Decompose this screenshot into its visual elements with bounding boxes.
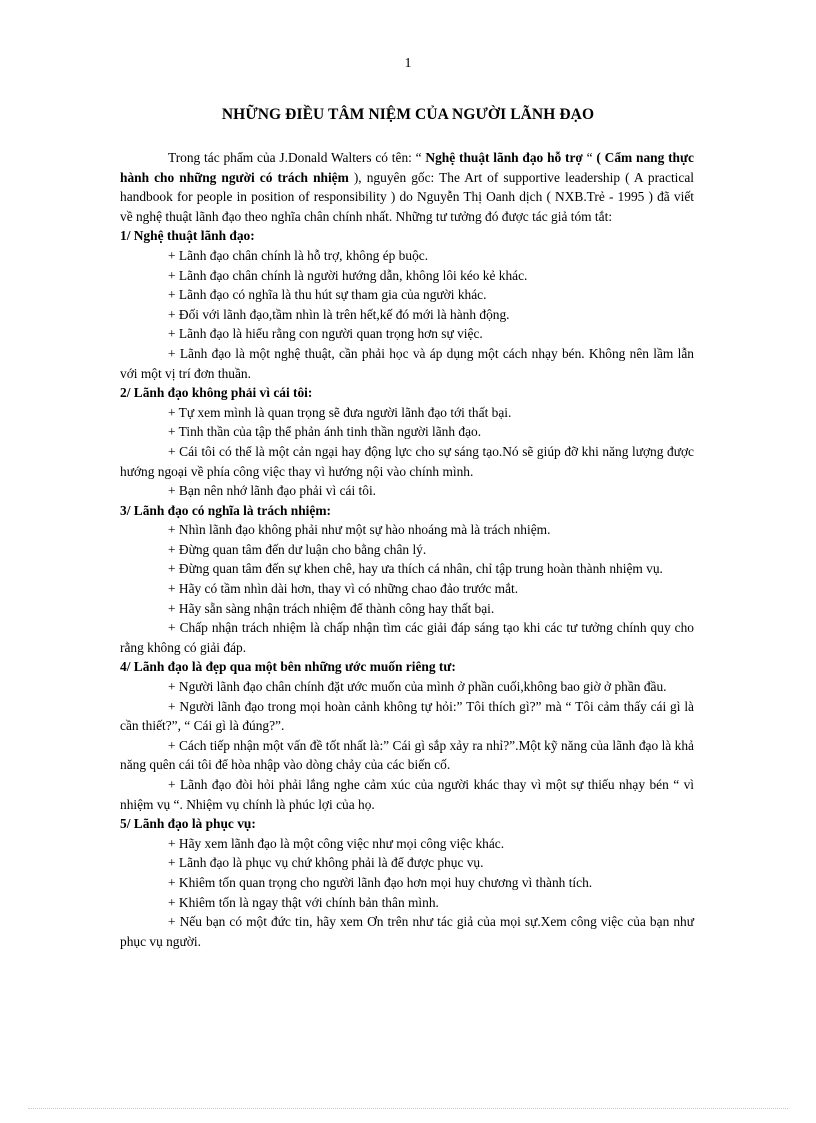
bullet-item: + Đối với lãnh đạo,tầm nhìn là trên hết,kế đó mới là hành động. (168, 306, 510, 322)
section-heading: 1/ Nghệ thuật lãnh đạo: (120, 228, 255, 244)
page-number: 1 (404, 56, 412, 71)
intro-text-3: ), nguyên gốc: The Art of supportive leadership ( A practical handbook for people in position of responsibility ) do Nguyễn Thị Oanh dịch ( NXB.Trẻ - 1995 ) đã viết về nghệ thuật lãnh đạo theo nghĩa chân chính nhất. Những tư tưởng đó được tác giả tóm tắt: (120, 169, 694, 224)
section-5 (120, 814, 694, 951)
section-3 (120, 501, 694, 658)
bullet-item: + Lãnh đạo là hiểu rằng con người quan trọng hơn sự việc. (168, 326, 483, 342)
bullet-item: + Chấp nhận trách nhiệm là chấp nhận tìm các giải đáp sáng tạo khi các tư tưởng chính quy cho rằng không có giải đáp. (120, 620, 694, 655)
section-4 (120, 657, 694, 814)
intro-text-1: Trong tác phẩm của J.Donald Walters có tên: “ (168, 150, 426, 165)
section-heading: 5/ Lãnh đạo là phục vụ: (120, 816, 256, 832)
bullet-item: + Khiêm tốn là ngay thật với chính bản thân mình. (168, 894, 439, 910)
sections-container (120, 226, 694, 951)
bullet-item: + Đừng quan tâm đến sự khen chê, hay ưa thích cá nhân, chỉ tập trung hoàn thành nhiệm vụ. (168, 561, 663, 577)
bullet-item: + Bạn nên nhớ lãnh đạo phải vì cái tôi. (168, 483, 377, 499)
section-heading: 3/ Lãnh đạo có nghĩa là trách nhiệm: (120, 502, 331, 518)
bullet-item: + Người lãnh đạo chân chính đặt ước muốn của mình ở phần cuối,không bao giờ ở phần đầu. (168, 679, 667, 695)
bullet-item: + Đừng quan tâm đến dư luận cho bằng chân lý. (168, 541, 427, 557)
bullet-item: + Hãy có tầm nhìn dài hơn, thay vì có những chao đảo trước mắt. (168, 581, 519, 597)
bullet-item: + Người lãnh đạo trong mọi hoàn cảnh không tự hỏi:” Tôi thích gì?” mà “ Tôi cảm thấy cái gì là cần thiết?”, “ Cái gì là đúng?”. (120, 698, 694, 734)
bullet-item: + Lãnh đạo là một nghệ thuật, cần phải học và áp dụng một cách nhạy bén. Không nên lầm lẫn với một vị trí đơn thuần. (120, 345, 694, 381)
section-heading: 4/ Lãnh đạo là đẹp qua một bên những ước muốn riêng tư: (120, 659, 456, 675)
bullet-item: + Hãy sẵn sàng nhận trách nhiệm để thành công hay thất bại. (168, 600, 495, 616)
bullet-item: + Cách tiếp nhận một vấn đề tốt nhất là:” Cái gì sắp xảy ra nhỉ?”.Một kỹ năng của lãnh đạo là khả năng quên cái tôi để hòa nhập vào dòng chảy của các biến cố. (120, 737, 694, 773)
section-2 (120, 383, 694, 501)
document-body (120, 148, 694, 951)
bullet-item: + Hãy xem lãnh đạo là một công việc như mọi công việc khác. (168, 835, 505, 851)
page-bottom-divider (28, 1108, 788, 1109)
bullet-item: + Lãnh đạo chân chính là hỗ trợ, không ép buộc. (168, 247, 429, 263)
bullet-item: + Tinh thần của tập thể phản ánh tinh thần người lãnh đạo. (168, 424, 482, 440)
intro-bold-title: Nghệ thuật lãnh đạo hỗ trợ (425, 150, 583, 165)
section-1 (120, 226, 694, 383)
intro-text-2: “ (582, 150, 597, 165)
bullet-item: + Cái tôi có thể là một cản ngại hay động lực cho sự sáng tạo.Nó sẽ giúp đỡ khi năng lượng được hướng ngoại về phía công việc thay vì hướng nội vào chính mình. (120, 443, 694, 479)
intro-paragraph (120, 148, 694, 226)
section-heading: 2/ Lãnh đạo không phải vì cái tôi: (120, 385, 313, 401)
bullet-item: + Nhìn lãnh đạo không phải như một sự hào nhoáng mà là trách nhiệm. (168, 522, 551, 538)
bullet-item: + Tự xem mình là quan trọng sẽ đưa người lãnh đạo tới thất bại. (168, 404, 512, 420)
document-title: NHỮNG ĐIỀU TÂM NIỆM CỦA NGƯỜI LÃNH ĐẠO (221, 106, 595, 123)
intro-bold-subtitle: ( Cẩm nang thực hành cho những người có trách nhiệm (120, 150, 694, 185)
bullet-item: + Khiêm tốn quan trọng cho người lãnh đạo hơn mọi huy chương vì thành tích. (168, 874, 593, 890)
bullet-item: + Lãnh đạo đòi hỏi phải lắng nghe cảm xúc của người khác thay vì một sự thiếu nhạy bén “ vì nhiệm vụ “. Nhiệm vụ chính là phúc lợi của họ. (120, 777, 694, 812)
bullet-item: + Nếu bạn có một đức tin, hãy xem Ơn trên như tác giả của mọi sự.Xem công việc của bạn như phục vụ người. (120, 914, 694, 949)
bullet-item: + Lãnh đạo là phục vụ chứ không phải là để được phục vụ. (168, 855, 484, 871)
bullet-item: + Lãnh đạo chân chính là người hướng dẫn, không lôi kéo kẻ khác. (168, 267, 528, 283)
bullet-item: + Lãnh đạo có nghĩa là thu hút sự tham gia của người khác. (168, 287, 487, 303)
